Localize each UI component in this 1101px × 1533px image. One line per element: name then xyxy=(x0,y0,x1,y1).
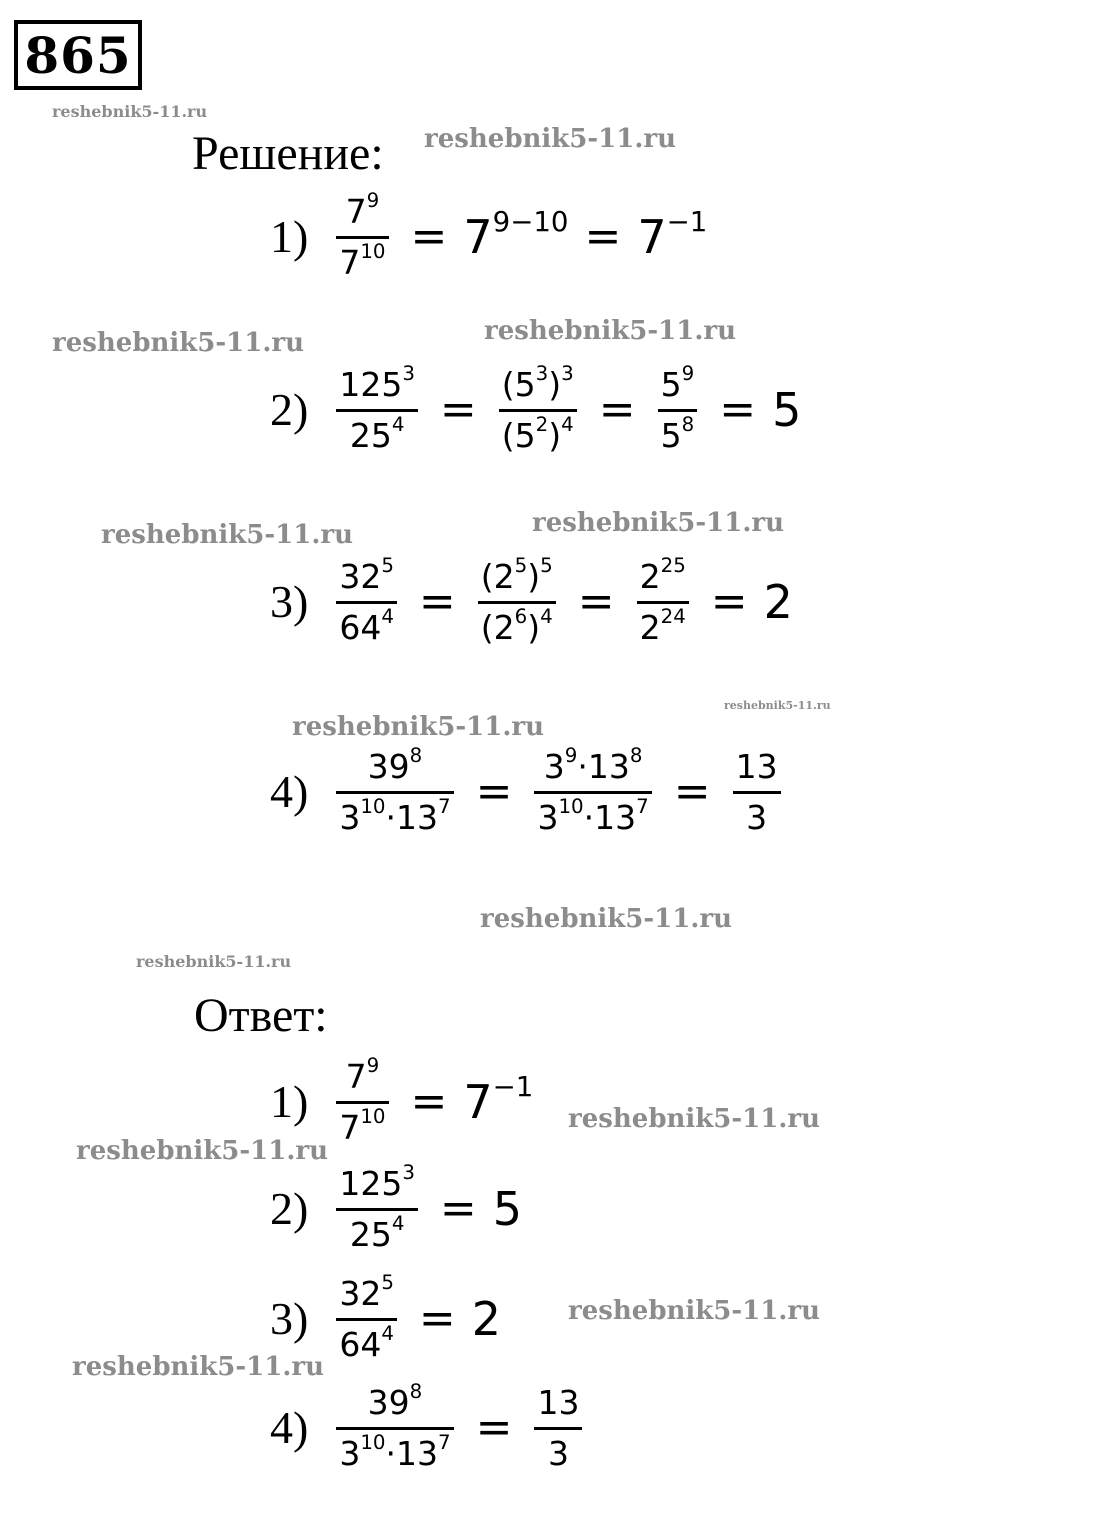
equals-sign: = xyxy=(577,576,615,628)
problem-number: 865 xyxy=(14,20,142,90)
fraction-bar xyxy=(534,791,651,794)
fraction: $\frac{7^9}{7^{10}}$ xyxy=(336,193,388,282)
power-expression: $7^{-1}$ xyxy=(463,1070,534,1130)
equals-sign: = xyxy=(475,766,513,818)
answer-heading: Ответ: xyxy=(194,989,328,1042)
answer-index: 1) xyxy=(270,1076,309,1128)
watermark: reshebnik5-11.ru xyxy=(568,1104,821,1134)
fraction-bar xyxy=(336,1101,388,1104)
watermark: reshebnik5-11.ru xyxy=(424,124,677,154)
solution-step-3 xyxy=(270,554,793,647)
fraction: $\frac{13}{3}$ xyxy=(534,1384,582,1473)
step-index: 3) xyxy=(270,576,309,628)
watermark: reshebnik5-11.ru xyxy=(136,952,292,971)
equals-sign: = xyxy=(584,211,622,263)
equals-sign: = xyxy=(439,384,477,436)
fraction-bar xyxy=(658,409,698,412)
watermark: reshebnik5-11.ru xyxy=(480,904,733,934)
fraction-bar xyxy=(336,791,453,794)
solution-step-2 xyxy=(270,362,802,455)
fraction: $\frac{(5^3)^3}{(5^2)^4}$ xyxy=(499,366,577,455)
result: 5 xyxy=(492,1182,523,1237)
answer-item-3 xyxy=(270,1271,502,1364)
equals-sign: = xyxy=(418,576,456,628)
result: 2 xyxy=(471,1292,502,1347)
step-index: 4) xyxy=(270,766,309,818)
fraction-bar xyxy=(336,1208,418,1211)
watermark: reshebnik5-11.ru xyxy=(52,328,305,358)
power-expression: $7^{9-10}$ xyxy=(463,205,569,265)
watermark: reshebnik5-11.ru xyxy=(52,102,208,121)
answer-index: 2) xyxy=(270,1183,309,1235)
fraction-bar xyxy=(478,601,556,604)
fraction-bar xyxy=(336,1318,397,1321)
fraction: $\frac{125^3}{25^4}$ xyxy=(336,366,418,455)
answer-item-4 xyxy=(270,1380,588,1473)
equals-sign: = xyxy=(673,766,711,818)
fraction: $\frac{13}{3}$ xyxy=(733,748,781,837)
fraction: $\frac{2^{25}}{2^{24}}$ xyxy=(637,558,689,647)
fraction-bar xyxy=(336,1427,453,1430)
watermark: reshebnik5-11.ru xyxy=(724,699,831,712)
fraction: $\frac{(2^5)^5}{(2^6)^4}$ xyxy=(478,558,556,647)
fraction-bar xyxy=(336,409,418,412)
fraction: $\frac{5^9}{5^8}$ xyxy=(658,366,698,455)
solution-step-1 xyxy=(270,189,708,282)
equals-sign: = xyxy=(410,1076,448,1128)
equals-sign: = xyxy=(418,1293,456,1345)
solution-heading: Решение: xyxy=(192,127,384,180)
equals-sign: = xyxy=(598,384,636,436)
fraction: $\frac{3^9\cdot 13^8}{3^{10}\cdot 13^7}$ xyxy=(534,748,651,837)
watermark: reshebnik5-11.ru xyxy=(568,1296,821,1326)
fraction-bar xyxy=(336,601,397,604)
fraction: $\frac{39^8}{3^{10}\cdot 13^7}$ xyxy=(336,748,453,837)
watermark: reshebnik5-11.ru xyxy=(72,1352,325,1382)
result: 2 xyxy=(763,575,793,630)
watermark: reshebnik5-11.ru xyxy=(101,520,354,550)
watermark: reshebnik5-11.ru xyxy=(484,316,737,346)
fraction: $\frac{7^9}{7^{10}}$ xyxy=(336,1058,388,1147)
watermark: reshebnik5-11.ru xyxy=(532,508,785,538)
solution-step-4 xyxy=(270,744,787,837)
fraction: $\frac{39^8}{3^{10}\cdot 13^7}$ xyxy=(336,1384,453,1473)
fraction-bar xyxy=(336,236,388,239)
step-index: 2) xyxy=(270,384,309,436)
answer-item-2 xyxy=(270,1161,523,1254)
equals-sign: = xyxy=(410,211,448,263)
fraction: $\frac{125^3}{25^4}$ xyxy=(336,1165,418,1254)
answer-item-1 xyxy=(270,1054,534,1147)
equals-sign: = xyxy=(710,576,748,628)
fraction-bar xyxy=(499,409,577,412)
step-index: 1) xyxy=(270,211,309,263)
watermark: reshebnik5-11.ru xyxy=(292,712,545,742)
equals-sign: = xyxy=(475,1402,513,1454)
answer-index: 4) xyxy=(270,1402,309,1454)
equals-sign: = xyxy=(439,1183,477,1235)
fraction-bar xyxy=(534,1427,582,1430)
answer-index: 3) xyxy=(270,1293,309,1345)
equals-sign: = xyxy=(719,384,757,436)
result: 5 xyxy=(772,383,802,438)
fraction: $\frac{32^5}{64^4}$ xyxy=(336,1275,397,1364)
fraction: $\frac{32^5}{64^4}$ xyxy=(336,558,397,647)
power-expression: $7^{-1}$ xyxy=(637,205,708,265)
fraction-bar xyxy=(733,791,781,794)
fraction-bar xyxy=(637,601,689,604)
watermark: reshebnik5-11.ru xyxy=(76,1136,329,1166)
